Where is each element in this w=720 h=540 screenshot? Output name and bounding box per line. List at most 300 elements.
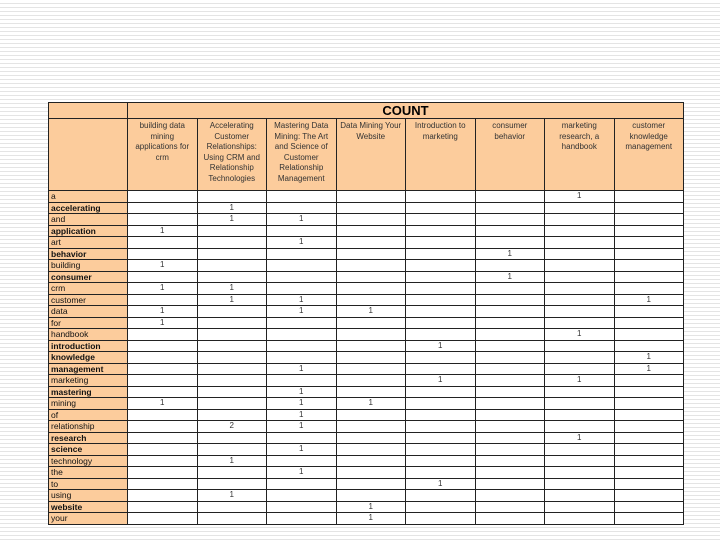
count-cell xyxy=(545,490,615,502)
count-cell xyxy=(545,294,615,306)
count-cell xyxy=(336,444,406,456)
count-cell xyxy=(336,317,406,329)
count-cell xyxy=(336,352,406,364)
count-cell xyxy=(545,444,615,456)
table-row xyxy=(49,363,684,375)
count-cell xyxy=(406,317,476,329)
count-cell xyxy=(128,248,198,260)
count-cell: 1 xyxy=(614,352,684,364)
count-cell xyxy=(336,260,406,272)
count-cell: 1 xyxy=(267,363,337,375)
count-cell xyxy=(197,237,267,249)
count-cell xyxy=(545,237,615,249)
count-cell xyxy=(545,340,615,352)
count-cell xyxy=(336,283,406,295)
table-row xyxy=(49,214,684,226)
count-cell xyxy=(197,306,267,318)
term-label: mastering xyxy=(49,386,128,398)
count-cell xyxy=(614,329,684,341)
count-cell xyxy=(545,478,615,490)
term-label: knowledge xyxy=(49,352,128,364)
count-cell xyxy=(614,386,684,398)
term-label: the xyxy=(49,467,128,479)
count-cell xyxy=(614,421,684,433)
table-row xyxy=(49,386,684,398)
count-cell xyxy=(545,283,615,295)
count-cell xyxy=(128,294,198,306)
column-header: Introduction to marketing xyxy=(406,119,476,191)
count-cell xyxy=(406,421,476,433)
term-label: art xyxy=(49,237,128,249)
count-cell xyxy=(197,409,267,421)
table-row xyxy=(49,237,684,249)
count-cell xyxy=(614,375,684,387)
count-cell xyxy=(406,271,476,283)
count-cell xyxy=(545,386,615,398)
table-row xyxy=(49,421,684,433)
count-cell xyxy=(614,225,684,237)
count-cell: 1 xyxy=(267,421,337,433)
count-cell: 1 xyxy=(197,455,267,467)
count-cell: 1 xyxy=(267,214,337,226)
count-cell xyxy=(406,409,476,421)
count-cell xyxy=(614,306,684,318)
term-label: a xyxy=(49,191,128,203)
column-header: marketing research, a handbook xyxy=(545,119,615,191)
count-cell xyxy=(267,248,337,260)
count-cell xyxy=(406,294,476,306)
count-cell xyxy=(336,421,406,433)
term-label: application xyxy=(49,225,128,237)
count-cell: 1 xyxy=(267,398,337,410)
count-cell xyxy=(475,409,545,421)
corner-cell xyxy=(49,103,128,119)
table-row xyxy=(49,444,684,456)
count-cell xyxy=(336,237,406,249)
count-cell: 1 xyxy=(267,237,337,249)
count-cell xyxy=(267,317,337,329)
count-cell xyxy=(336,214,406,226)
count-cell xyxy=(406,202,476,214)
count-cell xyxy=(128,409,198,421)
count-cell xyxy=(614,214,684,226)
count-cell: 1 xyxy=(197,294,267,306)
count-cell xyxy=(545,248,615,260)
count-cell xyxy=(475,421,545,433)
count-cell xyxy=(406,501,476,513)
count-cell: 1 xyxy=(128,283,198,295)
count-cell xyxy=(197,398,267,410)
count-cell xyxy=(475,225,545,237)
count-cell xyxy=(267,352,337,364)
table-row xyxy=(49,352,684,364)
count-cell xyxy=(475,501,545,513)
count-cell xyxy=(197,501,267,513)
count-cell xyxy=(545,202,615,214)
term-label: consumer xyxy=(49,271,128,283)
term-label: behavior xyxy=(49,248,128,260)
column-header: Mastering Data Mining: The Art and Science of Customer Relationship Management xyxy=(267,119,337,191)
count-cell: 1 xyxy=(128,306,198,318)
count-cell: 1 xyxy=(336,501,406,513)
term-label: management xyxy=(49,363,128,375)
count-cell: 1 xyxy=(336,398,406,410)
count-cell xyxy=(336,386,406,398)
count-cell xyxy=(545,317,615,329)
count-cell: 1 xyxy=(545,432,615,444)
count-cell xyxy=(545,421,615,433)
count-cell xyxy=(614,191,684,203)
table-row xyxy=(49,294,684,306)
count-cell xyxy=(267,455,337,467)
count-cell xyxy=(128,478,198,490)
table-row xyxy=(49,409,684,421)
count-cell: 1 xyxy=(128,260,198,272)
count-cell xyxy=(197,271,267,283)
count-cell xyxy=(336,225,406,237)
count-cell xyxy=(545,409,615,421)
term-label: research xyxy=(49,432,128,444)
count-cell: 1 xyxy=(475,248,545,260)
count-cell: 1 xyxy=(267,294,337,306)
count-cell xyxy=(197,363,267,375)
count-cell xyxy=(267,432,337,444)
count-cell xyxy=(614,467,684,479)
count-cell xyxy=(128,467,198,479)
count-cell xyxy=(406,455,476,467)
count-cell: 1 xyxy=(406,340,476,352)
column-header: Data Mining Your Website xyxy=(336,119,406,191)
count-cell xyxy=(406,248,476,260)
table-row xyxy=(49,340,684,352)
column-header: consumer behavior xyxy=(475,119,545,191)
column-header: customer knowledge management xyxy=(614,119,684,191)
count-cell xyxy=(406,386,476,398)
count-cell: 1 xyxy=(267,444,337,456)
count-cell xyxy=(128,191,198,203)
count-cell xyxy=(267,329,337,341)
count-cell xyxy=(614,317,684,329)
count-cell xyxy=(406,467,476,479)
count-cell xyxy=(197,467,267,479)
count-cell xyxy=(128,271,198,283)
count-cell: 1 xyxy=(197,214,267,226)
count-cell xyxy=(197,340,267,352)
table-row xyxy=(49,501,684,513)
count-cell xyxy=(267,202,337,214)
table-row xyxy=(49,225,684,237)
count-cell xyxy=(267,225,337,237)
count-cell: 1 xyxy=(128,225,198,237)
term-label: accelerating xyxy=(49,202,128,214)
term-count-table xyxy=(48,102,684,525)
count-cell xyxy=(197,352,267,364)
count-cell xyxy=(475,398,545,410)
term-label: crm xyxy=(49,283,128,295)
count-cell xyxy=(406,513,476,525)
count-cell xyxy=(197,248,267,260)
table-row xyxy=(49,202,684,214)
count-cell xyxy=(614,490,684,502)
count-cell xyxy=(336,329,406,341)
count-cell: 1 xyxy=(267,386,337,398)
count-cell xyxy=(336,455,406,467)
count-cell xyxy=(267,490,337,502)
count-cell xyxy=(545,271,615,283)
count-cell xyxy=(614,340,684,352)
count-cell: 1 xyxy=(545,329,615,341)
count-cell: 1 xyxy=(545,375,615,387)
count-cell xyxy=(128,352,198,364)
table-row xyxy=(49,432,684,444)
term-label: customer xyxy=(49,294,128,306)
count-cell xyxy=(336,490,406,502)
term-label: marketing xyxy=(49,375,128,387)
term-label: and xyxy=(49,214,128,226)
count-cell xyxy=(336,409,406,421)
count-cell xyxy=(475,432,545,444)
count-cell xyxy=(336,432,406,444)
count-cell xyxy=(614,248,684,260)
table-row xyxy=(49,271,684,283)
count-cell xyxy=(614,283,684,295)
term-label: for xyxy=(49,317,128,329)
table-row xyxy=(49,513,684,525)
count-cell xyxy=(475,191,545,203)
count-cell xyxy=(614,478,684,490)
term-label: mining xyxy=(49,398,128,410)
count-cell xyxy=(475,340,545,352)
term-label: building xyxy=(49,260,128,272)
term-label: handbook xyxy=(49,329,128,341)
table-row xyxy=(49,467,684,479)
count-cell xyxy=(475,444,545,456)
count-cell xyxy=(336,191,406,203)
count-cell xyxy=(406,352,476,364)
count-cell: 1 xyxy=(197,283,267,295)
count-cell xyxy=(475,237,545,249)
count-cell xyxy=(267,501,337,513)
count-cell xyxy=(336,478,406,490)
count-cell xyxy=(475,363,545,375)
count-cell: 2 xyxy=(197,421,267,433)
count-cell xyxy=(197,478,267,490)
count-cell xyxy=(267,340,337,352)
count-cell xyxy=(545,398,615,410)
count-cell xyxy=(267,271,337,283)
count-cell xyxy=(128,421,198,433)
count-cell xyxy=(336,248,406,260)
count-cell xyxy=(475,317,545,329)
count-cell xyxy=(128,237,198,249)
count-cell xyxy=(406,306,476,318)
count-cell xyxy=(475,490,545,502)
count-cell xyxy=(475,329,545,341)
count-cell xyxy=(197,432,267,444)
term-label: technology xyxy=(49,455,128,467)
count-cell xyxy=(128,329,198,341)
count-cell xyxy=(406,363,476,375)
count-cell xyxy=(128,340,198,352)
count-cell xyxy=(614,432,684,444)
count-cell xyxy=(197,329,267,341)
count-cell xyxy=(197,191,267,203)
count-cell: 1 xyxy=(475,271,545,283)
count-cell xyxy=(545,513,615,525)
count-cell: 1 xyxy=(128,398,198,410)
table-row xyxy=(49,329,684,341)
count-cell xyxy=(267,513,337,525)
count-cell xyxy=(336,340,406,352)
column-header: building data mining applications for crm xyxy=(128,119,198,191)
count-cell xyxy=(128,202,198,214)
count-cell xyxy=(406,283,476,295)
count-cell: 1 xyxy=(267,306,337,318)
count-cell xyxy=(128,455,198,467)
term-label: relationship xyxy=(49,421,128,433)
count-cell: 1 xyxy=(267,409,337,421)
count-cell xyxy=(475,202,545,214)
count-cell xyxy=(197,317,267,329)
count-cell xyxy=(267,478,337,490)
count-cell: 1 xyxy=(545,191,615,203)
term-label: using xyxy=(49,490,128,502)
table-row xyxy=(49,283,684,295)
count-cell xyxy=(614,513,684,525)
count-cell: 1 xyxy=(197,490,267,502)
count-cell xyxy=(336,271,406,283)
count-cell xyxy=(545,306,615,318)
count-cell xyxy=(475,375,545,387)
table-row xyxy=(49,478,684,490)
count-cell xyxy=(614,455,684,467)
term-label: data xyxy=(49,306,128,318)
count-cell xyxy=(475,294,545,306)
count-cell xyxy=(475,352,545,364)
count-cell xyxy=(336,467,406,479)
count-cell xyxy=(197,225,267,237)
count-cell xyxy=(406,329,476,341)
term-label: introduction xyxy=(49,340,128,352)
count-cell xyxy=(545,225,615,237)
count-cell xyxy=(475,467,545,479)
count-cell xyxy=(406,214,476,226)
count-cell xyxy=(336,375,406,387)
table-row xyxy=(49,306,684,318)
count-cell xyxy=(267,283,337,295)
count-cell: 1 xyxy=(197,202,267,214)
count-cell xyxy=(614,398,684,410)
count-cell xyxy=(475,214,545,226)
count-cell xyxy=(128,214,198,226)
count-cell xyxy=(128,490,198,502)
column-header: Accelerating Customer Relationships: Using CRM and Relationship Technologies xyxy=(197,119,267,191)
count-cell xyxy=(406,191,476,203)
count-cell xyxy=(614,260,684,272)
count-cell: 1 xyxy=(406,375,476,387)
count-cell xyxy=(128,513,198,525)
table-row xyxy=(49,375,684,387)
count-cell xyxy=(336,363,406,375)
count-cell xyxy=(197,386,267,398)
count-cell xyxy=(545,352,615,364)
count-cell: 1 xyxy=(336,306,406,318)
count-cell xyxy=(545,260,615,272)
count-cell: 1 xyxy=(614,363,684,375)
table-row xyxy=(49,260,684,272)
count-cell xyxy=(545,363,615,375)
count-cell: 1 xyxy=(406,478,476,490)
count-cell xyxy=(406,260,476,272)
term-label: of xyxy=(49,409,128,421)
count-cell xyxy=(475,260,545,272)
count-cell xyxy=(614,444,684,456)
table-row xyxy=(49,191,684,203)
count-cell xyxy=(614,271,684,283)
count-cell xyxy=(406,237,476,249)
table-row xyxy=(49,455,684,467)
count-cell xyxy=(406,225,476,237)
count-cell xyxy=(406,432,476,444)
count-cell xyxy=(197,513,267,525)
count-cell: 1 xyxy=(267,467,337,479)
table-row xyxy=(49,490,684,502)
term-label: science xyxy=(49,444,128,456)
term-label: to xyxy=(49,478,128,490)
count-cell xyxy=(475,478,545,490)
table-row xyxy=(49,317,684,329)
count-cell xyxy=(336,294,406,306)
count-cell xyxy=(128,375,198,387)
count-cell xyxy=(475,513,545,525)
count-cell xyxy=(267,375,337,387)
count-cell xyxy=(475,386,545,398)
corner-header xyxy=(49,119,128,191)
term-label: website xyxy=(49,501,128,513)
count-cell xyxy=(197,375,267,387)
count-cell: 1 xyxy=(128,317,198,329)
count-cell xyxy=(614,501,684,513)
count-cell xyxy=(545,467,615,479)
count-title: COUNT xyxy=(128,103,684,119)
count-cell xyxy=(545,455,615,467)
term-label: your xyxy=(49,513,128,525)
count-cell xyxy=(545,214,615,226)
count-cell xyxy=(128,501,198,513)
count-cell xyxy=(406,490,476,502)
count-cell: 1 xyxy=(336,513,406,525)
count-cell xyxy=(128,444,198,456)
count-cell xyxy=(614,237,684,249)
count-cell xyxy=(406,398,476,410)
count-cell xyxy=(197,260,267,272)
count-cell xyxy=(475,306,545,318)
count-cell xyxy=(267,191,337,203)
count-cell xyxy=(545,501,615,513)
count-cell xyxy=(614,202,684,214)
count-cell xyxy=(267,260,337,272)
count-cell xyxy=(336,202,406,214)
count-cell xyxy=(128,386,198,398)
count-cell xyxy=(475,455,545,467)
count-cell xyxy=(197,444,267,456)
count-cell xyxy=(406,444,476,456)
table-row xyxy=(49,398,684,410)
table-row xyxy=(49,248,684,260)
count-cell xyxy=(128,432,198,444)
count-cell xyxy=(475,283,545,295)
count-cell xyxy=(614,409,684,421)
